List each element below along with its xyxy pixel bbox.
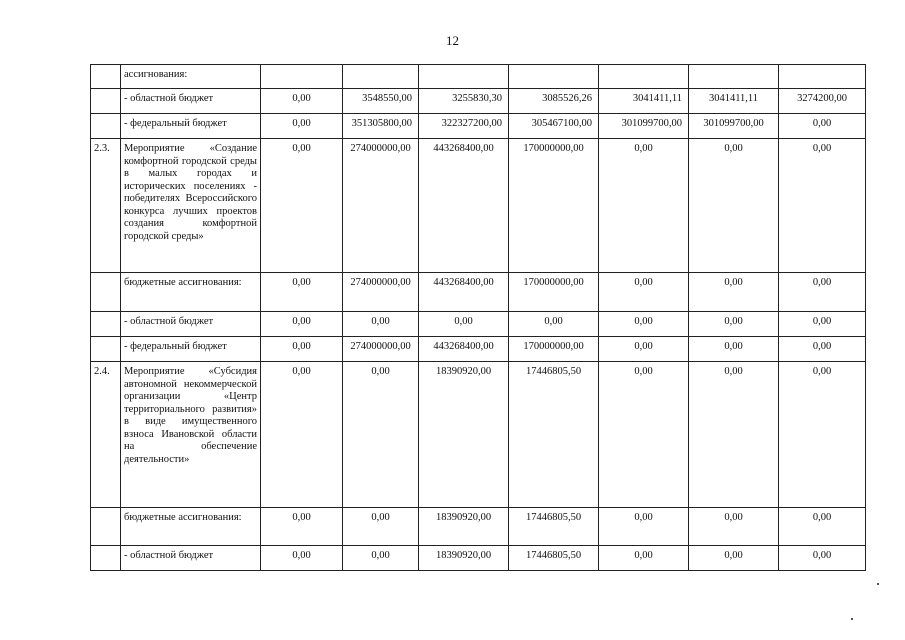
row-index: 2.4. [91,362,121,508]
value-cell: 17446805,50 [509,362,599,508]
value-cell: 0,00 [261,139,343,273]
table-row [91,337,866,362]
value-cell: 0,00 [779,508,866,546]
value-cell: 0,00 [779,546,866,571]
value-cell: 0,00 [779,114,866,139]
row-label: ассигнования: [121,65,261,89]
table-row [91,114,866,139]
value-cell: 0,00 [689,312,779,337]
value-cell: 0,00 [689,337,779,362]
value-cell: 170000000,00 [509,337,599,362]
table-row [91,273,866,312]
value-cell: 0,00 [599,312,689,337]
value-cell: 0,00 [689,546,779,571]
scan-speck [877,583,879,585]
value-cell: 301099700,00 [599,114,689,139]
table-row [91,89,866,114]
value-cell: 0,00 [779,139,866,273]
value-cell: 0,00 [689,139,779,273]
table-row [91,65,866,89]
value-cell: 301099700,00 [689,114,779,139]
row-label: - федеральный бюджет [121,337,261,362]
value-cell [509,65,599,89]
value-cell: 17446805,50 [509,546,599,571]
value-cell: 0,00 [689,362,779,508]
value-cell: 0,00 [779,362,866,508]
value-cell [599,65,689,89]
value-cell: 0,00 [599,362,689,508]
value-cell: 170000000,00 [509,139,599,273]
value-cell: 0,00 [261,508,343,546]
value-cell [779,65,866,89]
value-cell: 3041411,11 [599,89,689,114]
value-cell: 0,00 [779,312,866,337]
table-row [91,139,866,273]
table-row [91,362,866,508]
value-cell: 0,00 [689,508,779,546]
value-cell: 3041411,11 [689,89,779,114]
value-cell: 0,00 [599,337,689,362]
value-cell: 0,00 [779,273,866,312]
row-label: - областной бюджет [121,546,261,571]
budget-table [90,64,866,571]
value-cell: 0,00 [343,546,419,571]
value-cell: 18390920,00 [419,508,509,546]
value-cell: 0,00 [261,362,343,508]
value-cell: 0,00 [261,546,343,571]
row-index [91,273,121,312]
row-index: 2.3. [91,139,121,273]
value-cell [689,65,779,89]
row-label: - федеральный бюджет [121,114,261,139]
value-cell: 274000000,00 [343,273,419,312]
value-cell: 305467100,00 [509,114,599,139]
value-cell: 274000000,00 [343,337,419,362]
value-cell: 0,00 [599,546,689,571]
value-cell: 0,00 [343,362,419,508]
value-cell: 18390920,00 [419,362,509,508]
row-label: Мероприятие «Создание комфортной городской среды в малых городах и исторических поселениях - победителях Всероссийского конкурса лучших проектов создания комфортной городской среды» [121,139,261,273]
value-cell: 3085526,26 [509,89,599,114]
scan-speck [851,618,853,620]
row-label: - областной бюджет [121,312,261,337]
table-row [91,546,866,571]
value-cell: 0,00 [261,89,343,114]
value-cell: 0,00 [261,337,343,362]
value-cell: 0,00 [599,273,689,312]
value-cell: 0,00 [261,273,343,312]
row-index [91,312,121,337]
value-cell: 0,00 [779,337,866,362]
value-cell: 443268400,00 [419,273,509,312]
value-cell: 17446805,50 [509,508,599,546]
value-cell: 0,00 [599,139,689,273]
value-cell: 443268400,00 [419,337,509,362]
row-index [91,65,121,89]
value-cell [343,65,419,89]
value-cell: 0,00 [689,273,779,312]
table-row [91,312,866,337]
value-cell: 170000000,00 [509,273,599,312]
value-cell: 0,00 [261,312,343,337]
value-cell: 351305800,00 [343,114,419,139]
page-number: 12 [446,33,459,48]
row-index [91,546,121,571]
value-cell: 443268400,00 [419,139,509,273]
value-cell: 0,00 [599,508,689,546]
value-cell: 3274200,00 [779,89,866,114]
value-cell: 18390920,00 [419,546,509,571]
value-cell: 0,00 [343,312,419,337]
value-cell: 3255830,30 [419,89,509,114]
row-label: бюджетные ассигнования: [121,273,261,312]
row-index [91,508,121,546]
row-label: Мероприятие «Субсидия автономной некоммерческой организации «Центр территориального развития» в виде имущественного взноса Ивановской области на обеспечение деятельности» [121,362,261,508]
value-cell: 274000000,00 [343,139,419,273]
row-index [91,337,121,362]
value-cell: 0,00 [509,312,599,337]
value-cell: 0,00 [343,508,419,546]
value-cell [419,65,509,89]
row-label: бюджетные ассигнования: [121,508,261,546]
table-row [91,508,866,546]
row-label: - областной бюджет [121,89,261,114]
row-index [91,114,121,139]
row-index [91,89,121,114]
value-cell: 0,00 [261,114,343,139]
value-cell [261,65,343,89]
value-cell: 322327200,00 [419,114,509,139]
value-cell: 0,00 [419,312,509,337]
value-cell: 3548550,00 [343,89,419,114]
